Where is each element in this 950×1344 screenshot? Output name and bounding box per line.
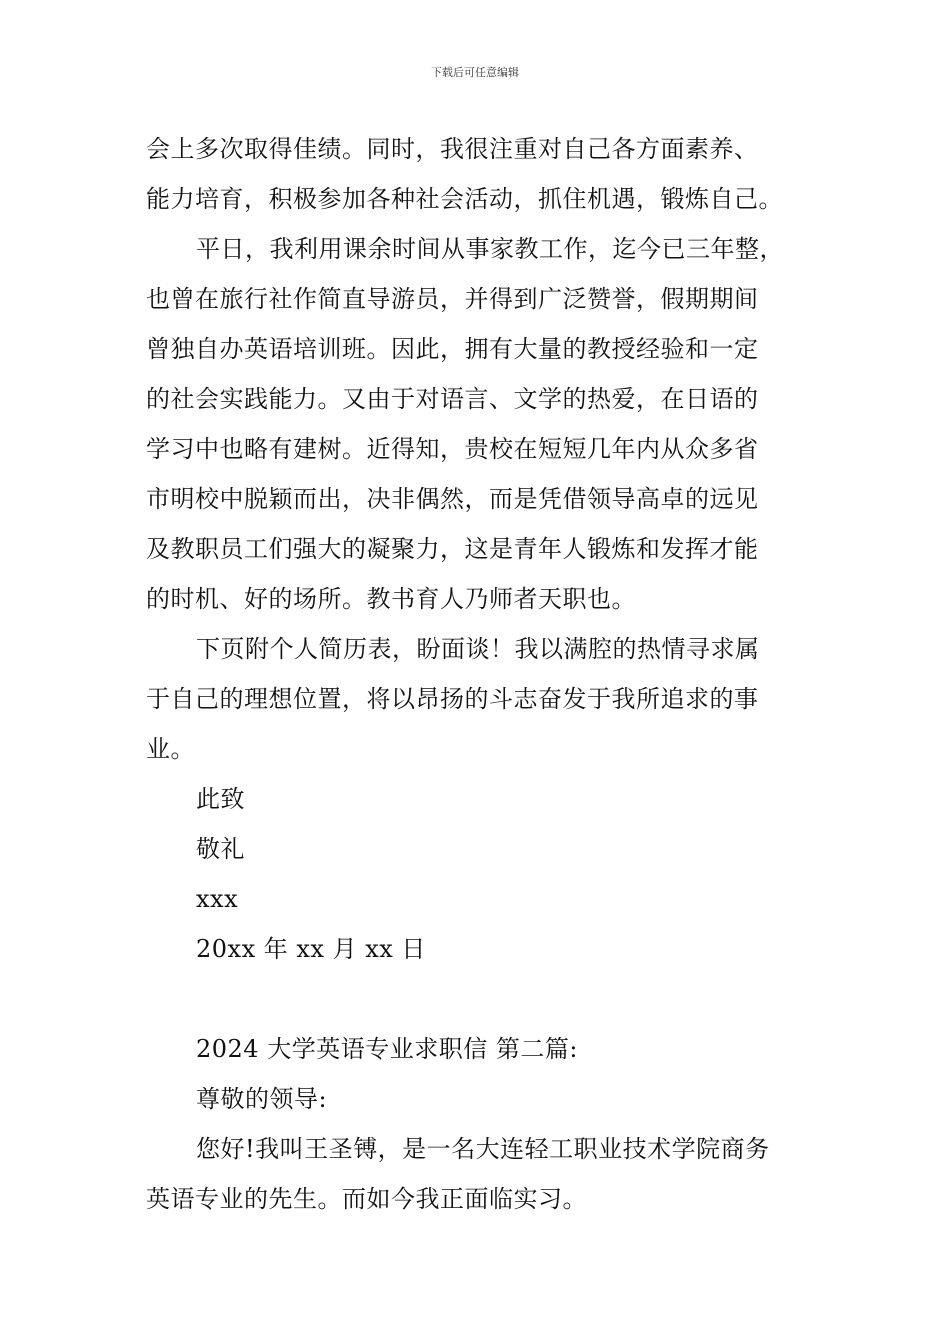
text-line: 下页附个人简历表，盼面谈！我以满腔的热情寻求属 [196,635,760,663]
text-line: 也曾在旅行社作简直导游员，并得到广泛赞誉，假期期间 [146,285,759,313]
text-line: 市明校中脱颖而出，决非偶然，而是凭借领导高卓的远见 [146,485,759,513]
text-line: 平日，我利用课余时间从事家教工作，迄今已三年整， [196,235,784,263]
paragraph [146,224,826,624]
closing-regards: 敬礼 [196,835,245,863]
text-line: 能力培育，积极参加各种社会活动，抓住机遇，锻炼自己。 [146,185,783,213]
text-line: 您好!我叫王圣镈，是一名大连轻工职业技术学院商务 [196,1135,770,1163]
text-line: 于自己的理想位置，将以昂扬的斗志奋发于我所追求的事 [146,685,759,713]
text-line: 的时机、好的场所。教书育人乃师者天职也。 [146,585,636,613]
text-line: 业。 [146,735,195,763]
paragraph [146,624,826,774]
text-line: 曾独自办英语培训班。因此，拥有大量的教授经验和一定 [146,335,759,363]
spacer [146,974,826,1024]
page-header: 下载后可任意编辑 [431,66,519,79]
section-title: 2024 大学英语专业求职信 第二篇: [196,1035,578,1063]
document-body [146,124,826,1224]
text-line: 会上多次取得佳绩。同时，我很注重对自己各方面素养、 [146,135,759,163]
signature: xxx [196,885,239,913]
second-letter [146,1024,826,1224]
closing-salutation: 此致 [196,785,245,813]
text-line: 及教职员工们强大的凝聚力，这是青年人锻炼和发挥才能 [146,535,759,563]
text-line: 的社会实践能力。又由于对语言、文学的热爱，在日语的 [146,385,759,413]
letter-closing [146,774,826,974]
text-line: 学习中也略有建树。近得知，贵校在短短几年内从众多省 [146,435,759,463]
letter-date: 20xx 年 xx 月 xx 日 [196,935,426,963]
letter-greeting: 尊敬的领导: [196,1085,328,1113]
paragraph [146,124,826,224]
text-line: 英语专业的先生。而如今我正面临实习。 [146,1185,587,1213]
